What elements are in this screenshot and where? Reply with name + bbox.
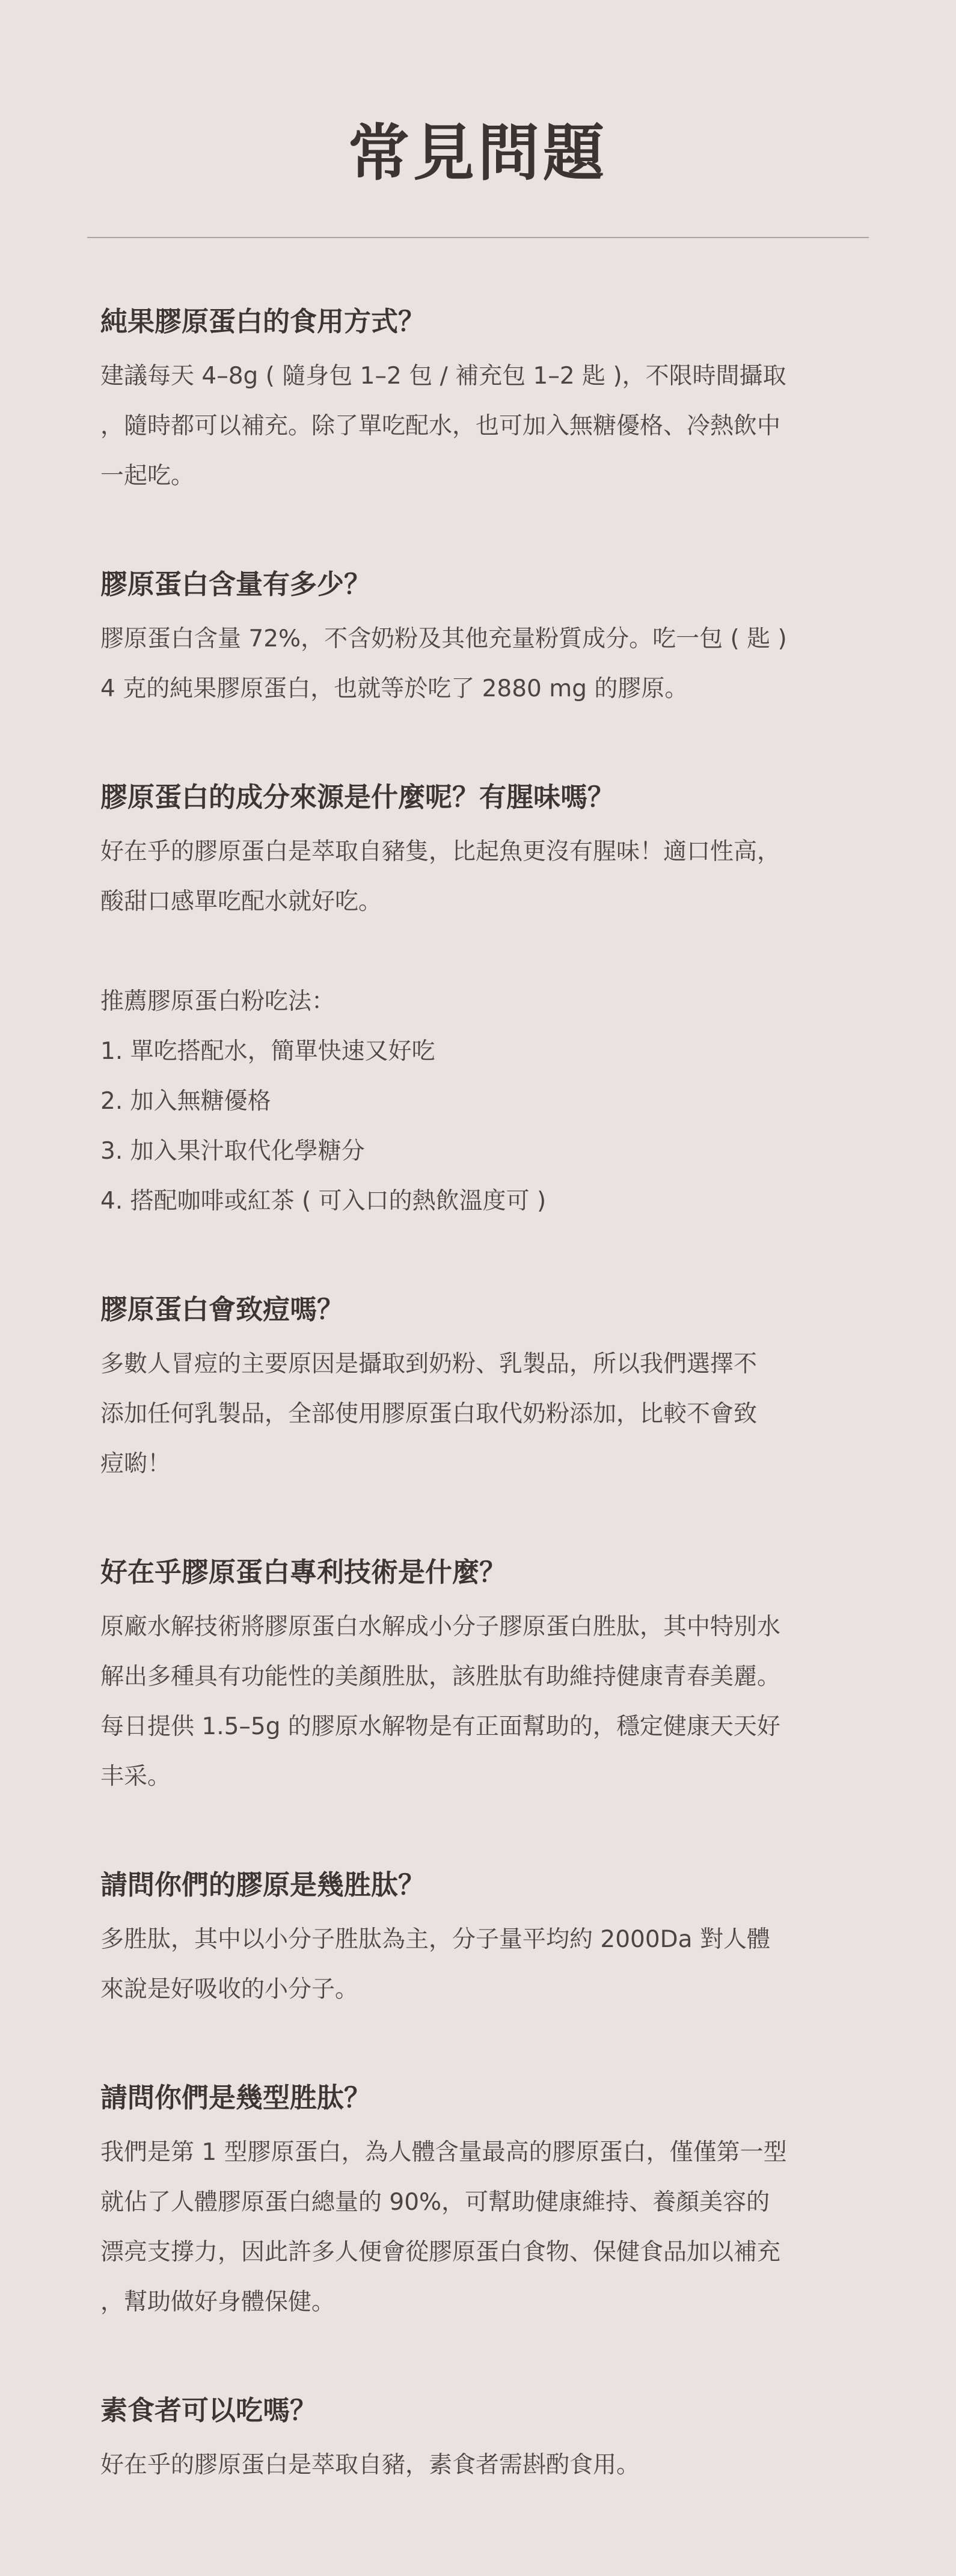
faq-item-usage	[100, 301, 864, 501]
faq-answer-line: 就佔了人體膠原蛋白總量的 90%，可幫助健康維持、養顏美容的	[100, 2189, 770, 2216]
faq-question: 膠原蛋白會致痘嗎？	[100, 1293, 345, 1325]
faq-answer-line: 每日提供 1.5–5g 的膠原水解物是有正面幫助的，穩定健康天天好	[100, 1713, 780, 1740]
tip-item: 2. 加入無糖優格	[100, 1088, 271, 1115]
faq-question: 膠原蛋白的成分來源是什麼呢？有腥味嗎？	[100, 781, 615, 813]
faq-question: 請問你們是幾型胜肽？	[100, 2082, 372, 2114]
faq-answer-line: 丰采。	[100, 1763, 171, 1790]
faq-question: 素食者可以吃嗎？	[100, 2394, 317, 2426]
tips-intro: 推薦膠原蛋白粉吃法：	[100, 988, 336, 1015]
faq-answer-line: 4 克的純果膠原蛋白，也就等於吃了 2880 mg 的膠原。	[100, 675, 688, 702]
faq-answer	[100, 351, 864, 501]
tip-item: 3. 加入果汁取代化學糖分	[100, 1138, 365, 1165]
faq-answer-line: 解出多種具有功能性的美顏胜肽，該胜肽有助維持健康青春美麗。	[100, 1663, 781, 1690]
faq-answer	[100, 2440, 864, 2490]
faq-answer-line: 膠原蛋白含量 72%，不含奶粉及其他充量粉質成分。吃一包 ( 匙 )	[100, 625, 787, 652]
faq-item-patent	[100, 1551, 864, 1802]
faq-answer-line: 痘喲！	[100, 1450, 171, 1477]
tip-item: 1. 單吃搭配水，簡單快速又好吃	[100, 1038, 435, 1065]
faq-item-peptide-type	[100, 2077, 864, 2327]
faq-item-acne	[100, 1289, 864, 1489]
faq-item-content	[100, 563, 864, 714]
faq-item-source	[100, 776, 864, 1226]
faq-question: 膠原蛋白含量有多少？	[100, 568, 372, 600]
paragraph-gap	[100, 927, 864, 977]
faq-answer-line: 來說是好吸收的小分子。	[100, 1976, 359, 2003]
faq-answer	[100, 1915, 864, 2014]
title-divider	[87, 237, 869, 238]
faq-question: 純果膠原蛋白的食用方式？	[100, 305, 426, 337]
faq-answer-line: ，隨時都可以補充。除了單吃配水，也可加入無糖優格、冷熱飲中	[100, 412, 781, 440]
faq-item-vegetarian	[100, 2390, 864, 2490]
faq-list	[100, 301, 864, 2490]
faq-answer-line: 原廠水解技術將膠原蛋白水解成小分子膠原蛋白胜肽，其中特別水	[100, 1613, 781, 1640]
faq-answer-line: 多胜肽，其中以小分子胜肽為主，分子量平均約 2000Da 對人體	[100, 1926, 770, 1953]
faq-answer-line: 我們是第 1 型膠原蛋白，為人體含量最高的膠原蛋白，僅僅第一型	[100, 2139, 787, 2166]
faq-answer-line: ，幫助做好身體保健。	[100, 2289, 336, 2316]
faq-answer-line: 建議每天 4–8g ( 隨身包 1–2 包 / 補充包 1–2 匙 )，不限時間攝取	[100, 363, 786, 390]
faq-answer	[100, 614, 864, 714]
faq-answer-line: 一起吃。	[100, 462, 195, 489]
faq-answer-line: 好在乎的膠原蛋白是萃取自豬，素食者需斟酌食用。	[100, 2452, 640, 2479]
faq-answer-line: 漂亮支撐力，因此許多人便會從膠原蛋白食物、保健食品加以補充	[100, 2239, 781, 2266]
faq-answer-line: 好在乎的膠原蛋白是萃取自豬隻，比起魚更沒有腥味！適口性高，	[100, 838, 781, 865]
faq-answer-line: 添加任何乳製品，全部使用膠原蛋白取代奶粉添加，比較不會致	[100, 1400, 758, 1428]
faq-answer	[100, 827, 864, 1226]
page-title: 常見問題	[348, 118, 608, 189]
faq-question: 請問你們的膠原是幾胜肽？	[100, 1869, 426, 1901]
faq-answer-line: 酸甜口感單吃配水就好吃。	[100, 888, 382, 915]
tip-item: 4. 搭配咖啡或紅茶 ( 可入口的熱飲溫度可 )	[100, 1188, 547, 1215]
faq-answer	[100, 1602, 864, 1802]
faq-question: 好在乎膠原蛋白專利技術是什麼？	[100, 1556, 507, 1588]
faq-answer	[100, 2127, 864, 2327]
faq-answer	[100, 1339, 864, 1489]
faq-answer-line: 多數人冒痘的主要原因是攝取到奶粉、乳製品，所以我們選擇不	[100, 1351, 758, 1378]
faq-item-peptide-count	[100, 1864, 864, 2014]
